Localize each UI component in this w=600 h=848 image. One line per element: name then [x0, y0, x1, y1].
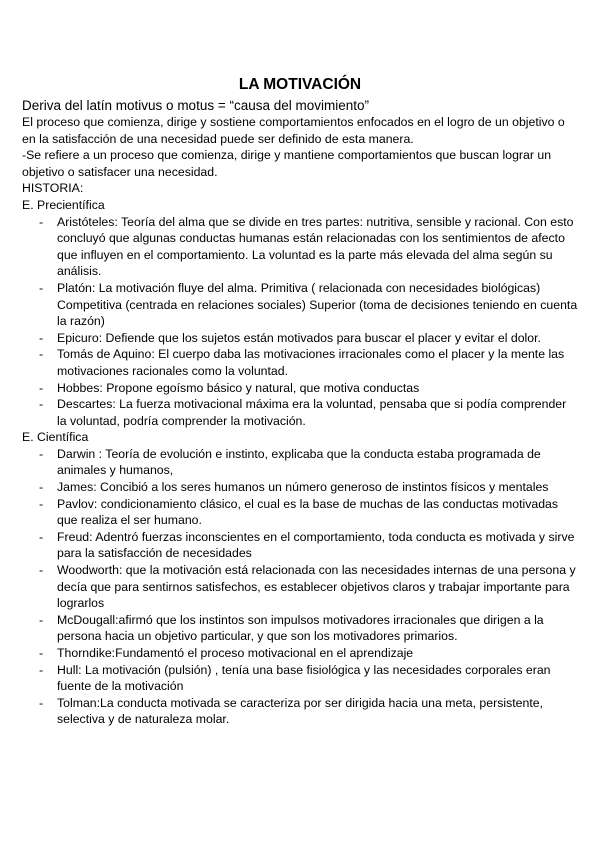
definition-paragraph-2: -Se refiere a un proceso que comienza, dirige y mantiene comportamientos que buscan lograr un objetivo o satisfacer una necesidad. [22, 148, 552, 179]
list-item: - Tolman:La conducta motivada se caracteriza por ser dirigida hacia una meta, persistente, selectiva y de naturaleza molar. [57, 695, 578, 728]
list-item: - Freud: Adentró fuerzas inconscientes en el comportamiento, toda conducta es motivada y sirve para la satisfacción de necesidades [57, 529, 578, 562]
list-item: - James: Concibió a los seres humanos un número generoso de instintos físicos y mentales [57, 479, 578, 496]
list-item: - Descartes: La fuerza motivacional máxima era la voluntad, pensaba que si podía comprender la voluntad, podría comprender la motivación. [57, 396, 578, 429]
prescientific-heading: E. Precientífica [22, 197, 105, 212]
list-item: - Hobbes: Propone egoísmo básico y natural, que motiva conductas [57, 380, 578, 397]
list-item: - Thorndike:Fundamentó el proceso motivacional en el aprendizaje [57, 645, 578, 662]
list-item: - Tomás de Aquino: El cuerpo daba las motivaciones irracionales como el placer y la mente las motivaciones racionales como la voluntad. [57, 346, 578, 379]
scientific-list [22, 446, 578, 728]
etymology-line: Deriva del latín motivus o motus = “causa del movimiento” [22, 98, 370, 113]
list-item: - Pavlov: condicionamiento clásico, el cual es la base de muchas de las conductas motivadas que realiza el ser humano. [57, 496, 578, 529]
list-item: - Aristóteles: Teoría del alma que se divide en tres partes: nutritiva, sensible y racional. Con esto concluyó que algunas conductas humanas están relacionadas con los sentimientos de afecto que influyen en el comportamiento. La voluntad es la parte más elevada del alma según su análisis. [57, 214, 578, 280]
history-heading: HISTORIA: [22, 181, 84, 196]
prescientific-list [22, 214, 578, 430]
scientific-heading: E. Científica [22, 430, 89, 445]
list-item: - Epicuro: Defiende que los sujetos están motivados para buscar el placer y evitar el dolor. [57, 330, 578, 347]
definition-paragraph-1: El proceso que comienza, dirige y sostiene comportamientos enfocados en el logro de un objetivo o en la satisfacción de una necesidad puede ser definido de esta manera. [22, 115, 565, 146]
page-title: LA MOTIVACIÓN [238, 76, 362, 93]
list-item: - Darwin : Teoría de evolución e instinto, explicaba que la conducta estaba programada de animales y humanos, [57, 446, 578, 479]
list-item: - McDougall:afirmó que los instintos son impulsos motivadores irracionales que dirigen a la persona hacia un objetivo particular, y que son los motivadores primarios. [57, 612, 578, 645]
list-item: - Platón: La motivación fluye del alma. Primitiva ( relacionada con necesidades biológicas) Competitiva (centrada en relaciones sociales) Superior (toma de decisiones teniendo en cuenta la razón) [57, 280, 578, 330]
list-item: - Woodworth: que la motivación está relacionada con las necesidades internas de una persona y decía que para sentirnos satisfechos, es establecer objetivos claros y trabajar importante para lograrlos [57, 562, 578, 612]
list-item: - Hull: La motivación (pulsión) , tenía una base fisiológica y las necesidades corporales eran fuente de la motivación [57, 662, 578, 695]
